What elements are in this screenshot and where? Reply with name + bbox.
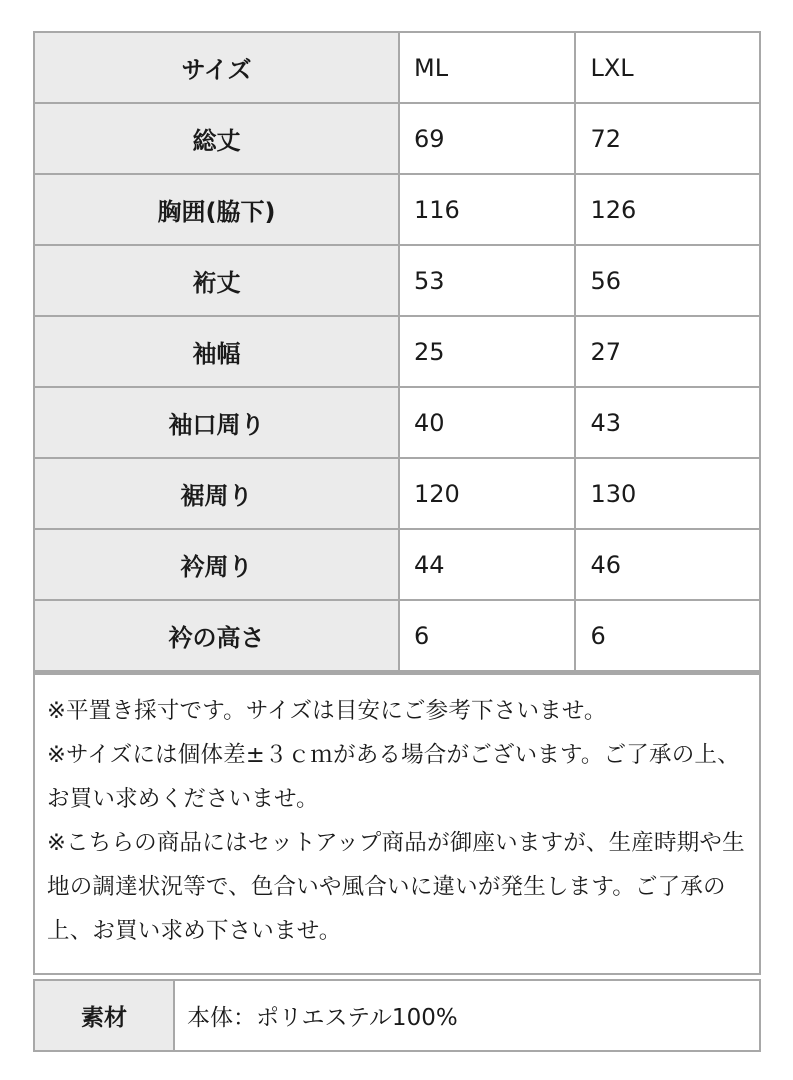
material-value: 本体：ポリエステル100%	[174, 980, 760, 1051]
material-table	[33, 979, 761, 1052]
table-row	[34, 316, 760, 387]
row-value-lxl: 6	[575, 600, 760, 671]
row-value-ml: 116	[399, 174, 575, 245]
material-label: 素材	[34, 980, 174, 1051]
row-label: 袖口周り	[34, 387, 399, 458]
size-table	[33, 31, 761, 672]
table-row	[34, 600, 760, 671]
row-value-ml: 53	[399, 245, 575, 316]
row-value-lxl: 56	[575, 245, 760, 316]
row-label: 胸囲(脇下)	[34, 174, 399, 245]
product-spec	[33, 31, 761, 1052]
row-label: 袖幅	[34, 316, 399, 387]
row-value-lxl: 72	[575, 103, 760, 174]
size-header-label: サイズ	[34, 32, 399, 103]
table-row	[34, 174, 760, 245]
row-label: 裄丈	[34, 245, 399, 316]
note-text: ※平置き採寸です。サイズは目安にご参考下さいませ。	[47, 698, 607, 724]
row-label: 裾周り	[34, 458, 399, 529]
row-value-ml: 25	[399, 316, 575, 387]
size-header-lxl: LXL	[575, 32, 760, 103]
row-label: 総丈	[34, 103, 399, 174]
row-value-ml: 6	[399, 600, 575, 671]
size-header-ml: ML	[399, 32, 575, 103]
row-value-lxl: 27	[575, 316, 760, 387]
table-row	[34, 245, 760, 316]
row-value-ml: 40	[399, 387, 575, 458]
row-label: 衿の高さ	[34, 600, 399, 671]
table-row	[34, 458, 760, 529]
row-label: 衿周り	[34, 529, 399, 600]
size-table-header-row	[34, 32, 760, 103]
row-value-ml: 44	[399, 529, 575, 600]
table-row	[34, 103, 760, 174]
row-value-lxl: 126	[575, 174, 760, 245]
notes-box	[33, 672, 761, 975]
row-value-lxl: 43	[575, 387, 760, 458]
note-text: ※サイズには個体差±３ｃｍがある場合がございます。ご了承の上、お買い求めくださいませ。	[47, 742, 740, 812]
material-row	[34, 980, 760, 1051]
note-text: ※こちらの商品にはセットアップ商品が御座いますが、生産時期や生地の調達状況等で、色合いや風合いに違いが発生します。ご了承の上、お買い求め下さいませ。	[47, 830, 745, 944]
table-row	[34, 529, 760, 600]
row-value-lxl: 46	[575, 529, 760, 600]
table-row	[34, 387, 760, 458]
row-value-ml: 69	[399, 103, 575, 174]
row-value-lxl: 130	[575, 458, 760, 529]
row-value-ml: 120	[399, 458, 575, 529]
